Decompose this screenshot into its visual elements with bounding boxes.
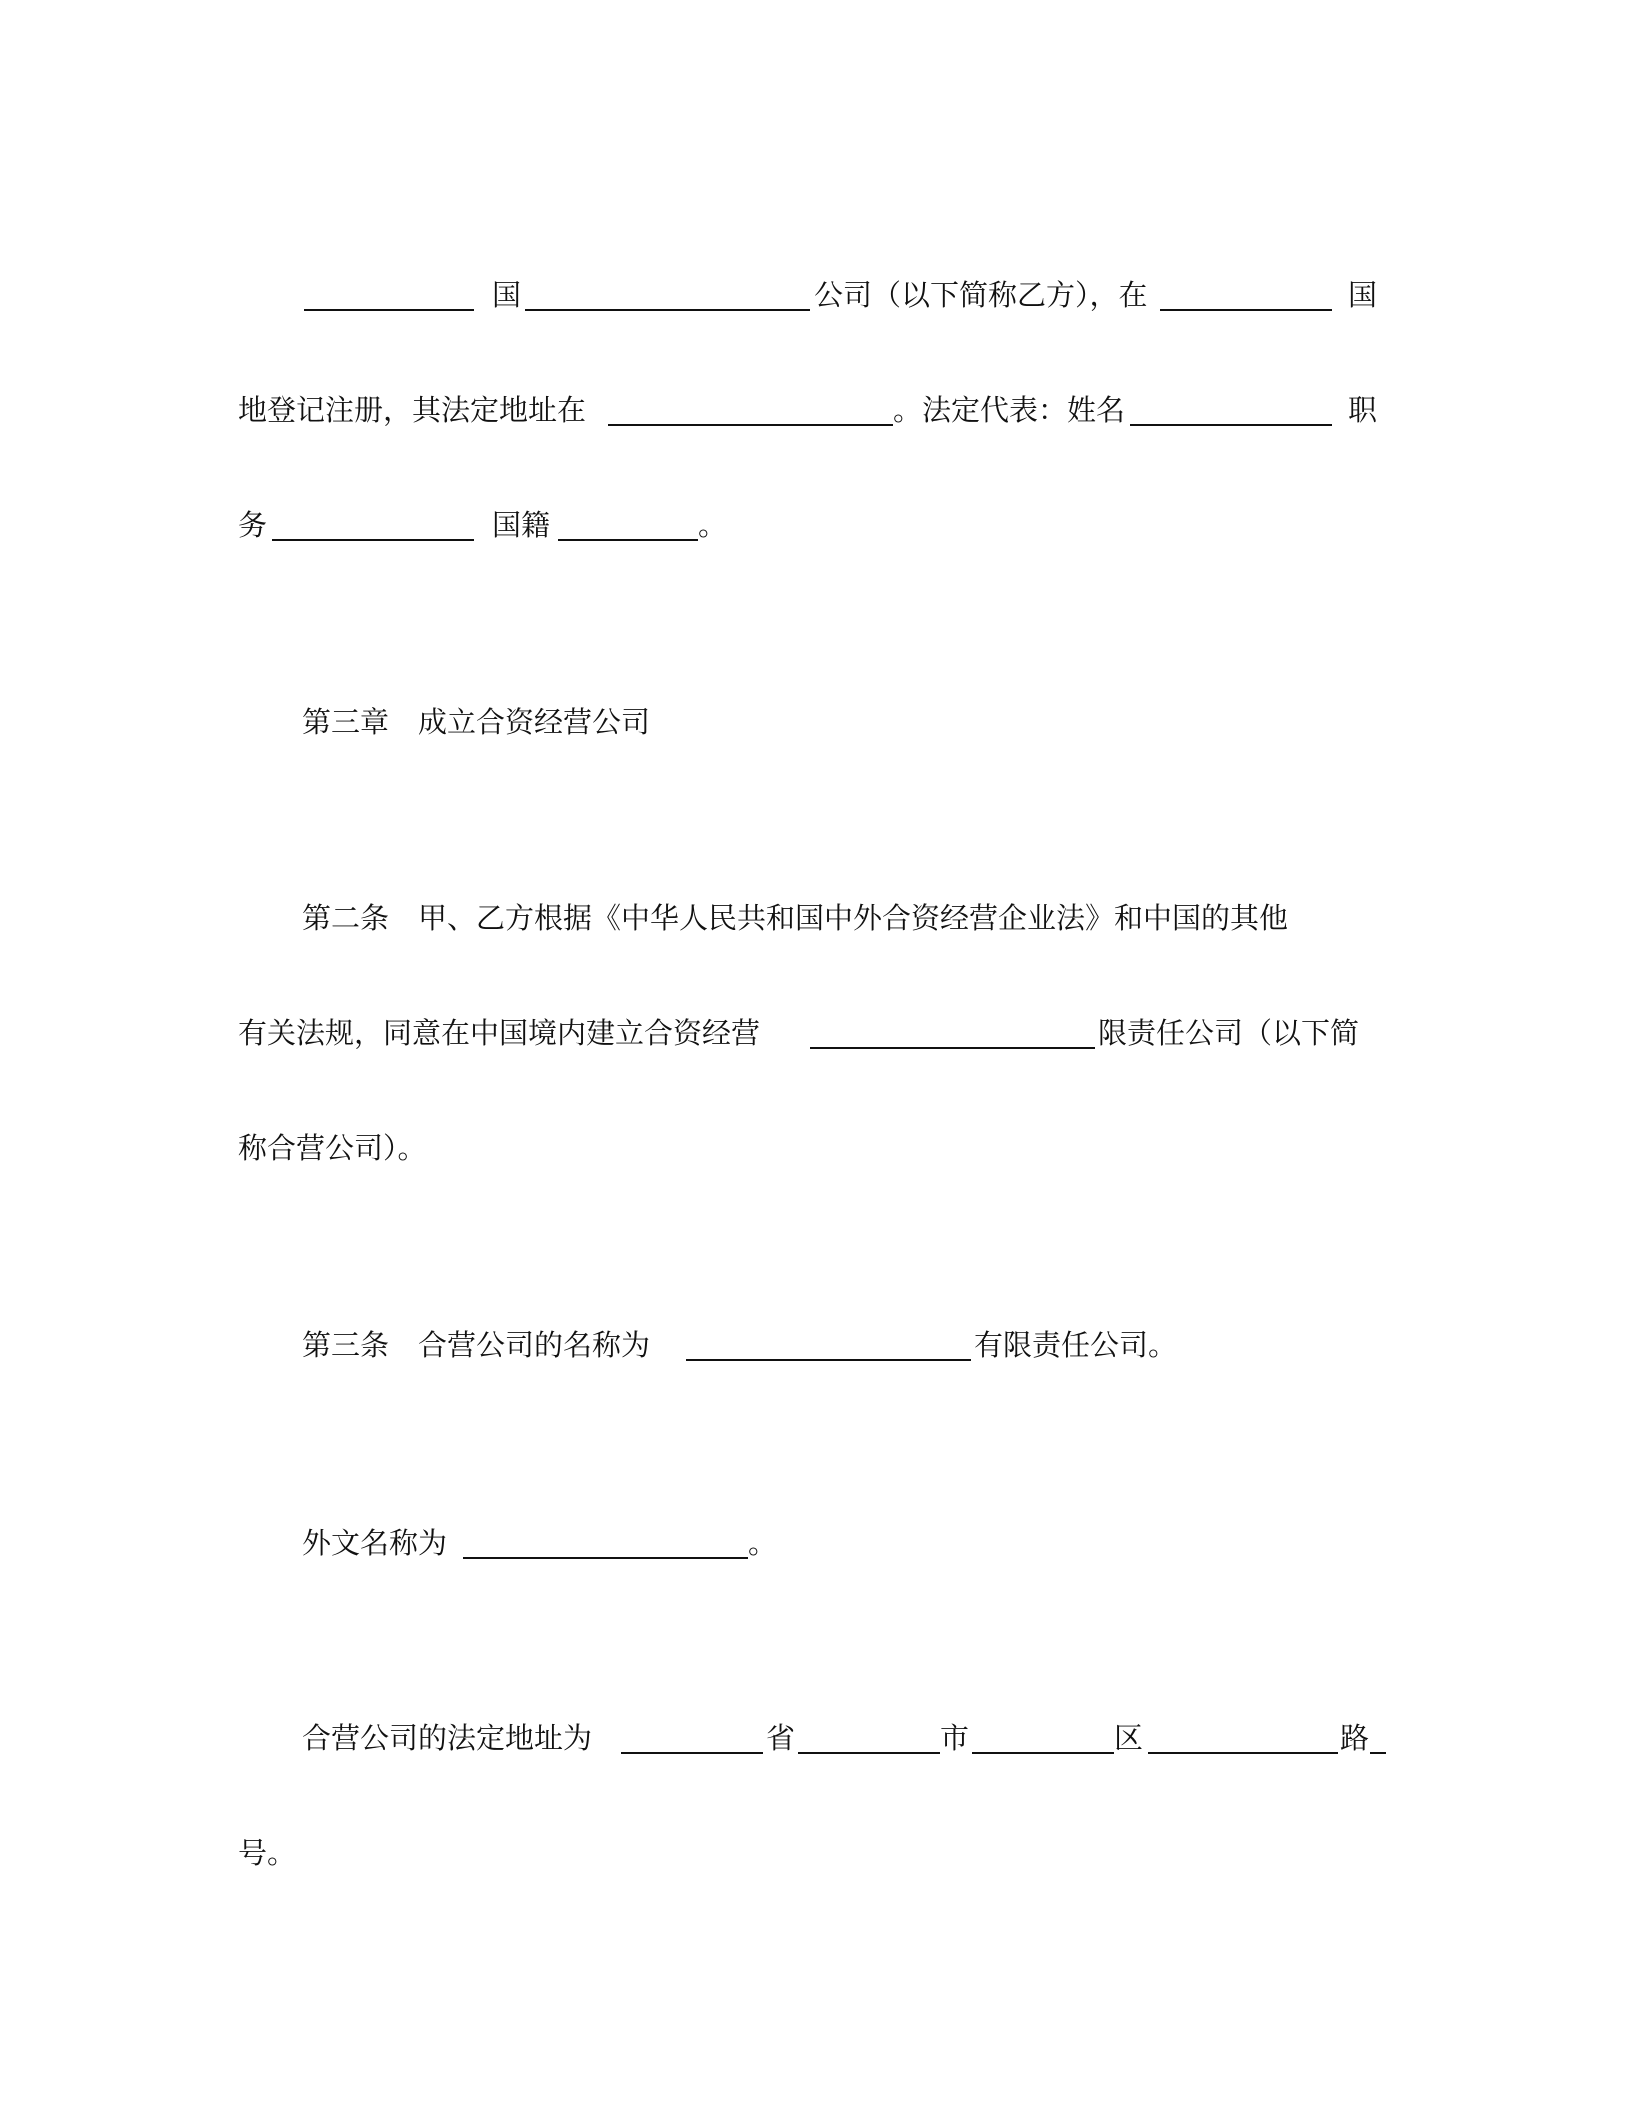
address-prefix: 合营公司的法定地址为 [302,1721,593,1755]
address-province-label: 省 [766,1721,796,1755]
article-2-text-1: 第二条 甲、乙方根据《中华人民共和国中外合资经营企业法》和中国的其他 [302,901,1289,935]
address-road-label: 路 [1340,1721,1370,1755]
party-b-title-label: 职 [1348,393,1378,427]
address-line-1 [238,1708,1388,1768]
party-b-country-blank[interactable] [304,309,474,311]
foreign-name-prefix: 外文名称为 [302,1526,448,1560]
party-b-country-label-2: 国 [1348,278,1378,312]
party-b-company-label: 公司（以下简称乙方），在 [814,278,1148,312]
party-b-line-3 [238,495,1388,555]
address-number-label: 号。 [238,1836,297,1870]
address-district-blank[interactable] [972,1752,1114,1754]
foreign-name-blank[interactable] [463,1557,748,1559]
party-b-title-label-end: 务 [238,508,268,542]
foreign-name-line [238,1513,1388,1573]
article-2-line-3 [238,1118,1388,1178]
party-b-representative-text: 。法定代表：姓名 [893,393,1126,427]
address-city-blank[interactable] [798,1752,940,1754]
address-number-blank[interactable] [1370,1752,1386,1754]
jv-name-blank[interactable] [686,1359,971,1361]
article-2-text-2-suffix: 限责任公司（以下简 [1098,1016,1360,1050]
party-b-registration-country-blank[interactable] [1160,309,1332,311]
article-3-suffix: 有限责任公司。 [974,1328,1178,1362]
party-b-rep-name-blank[interactable] [1130,424,1332,426]
article-3-prefix: 第三条 合营公司的名称为 [302,1328,651,1362]
party-b-nationality-label: 国籍 [492,508,551,542]
jv-company-name-blank[interactable] [810,1047,1095,1049]
foreign-name-suffix: 。 [748,1526,778,1560]
address-district-label: 区 [1114,1721,1144,1755]
article-2-text-3: 称合营公司）。 [238,1131,427,1165]
chapter-3-title: 第三章 成立合资经营公司 [302,705,651,739]
address-city-label: 市 [940,1721,970,1755]
article-2-line-1 [238,888,1388,948]
address-road-blank[interactable] [1148,1752,1338,1754]
party-b-legal-address-blank[interactable] [608,424,893,426]
chapter-3-heading [238,692,1388,752]
party-b-registered-text: 地登记注册，其法定地址在 [238,393,587,427]
party-b-line-1 [238,265,1388,325]
party-b-company-blank[interactable] [525,309,810,311]
party-b-nationality-blank[interactable] [558,539,698,541]
article-2-line-2 [238,1003,1388,1063]
party-b-line-2 [238,380,1388,440]
party-b-country-label: 国 [492,278,522,312]
party-b-rep-title-blank[interactable] [272,539,474,541]
address-line-2 [238,1823,1388,1883]
address-province-blank[interactable] [621,1752,763,1754]
article-3-line [238,1315,1388,1375]
party-b-line3-period: 。 [698,508,728,542]
article-2-text-2-prefix: 有关法规，同意在中国境内建立合资经营 [238,1016,761,1050]
